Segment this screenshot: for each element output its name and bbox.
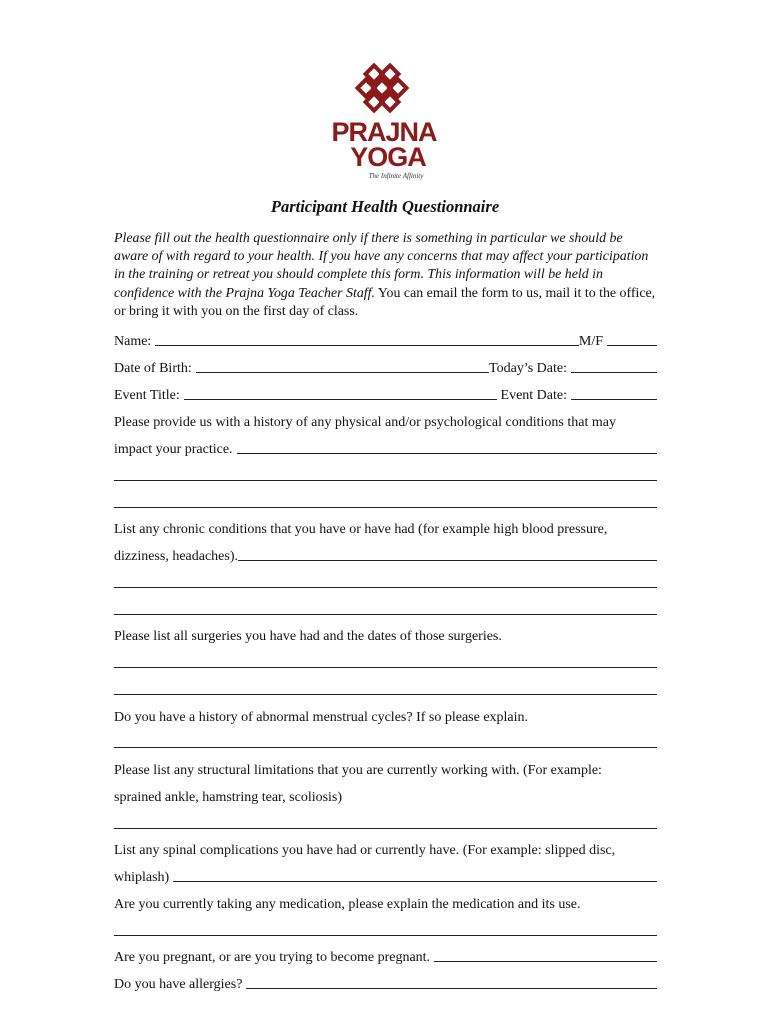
spinal-question-line2 xyxy=(114,866,657,886)
dob-field[interactable] xyxy=(196,372,489,373)
pregnant-answer-field[interactable] xyxy=(434,961,657,962)
medication-question-text: Are you currently taking any medication, please explain the medication and its use. xyxy=(114,897,581,912)
endless-knot-icon xyxy=(358,66,407,111)
history-answer-line[interactable] xyxy=(114,480,657,481)
brand-line-2: YOGA xyxy=(350,142,426,172)
chronic-question-text-2: dizziness, headaches). xyxy=(114,549,238,564)
history-question-line1 xyxy=(114,411,657,431)
pregnant-question xyxy=(114,946,657,966)
dob-row xyxy=(114,357,657,377)
medication-question xyxy=(114,893,657,913)
intro-paragraph xyxy=(114,230,660,321)
event-date-field[interactable] xyxy=(571,399,657,400)
allergies-question-text: Do you have allergies? xyxy=(114,977,243,992)
structural-question-text-2: sprained ankle, hamstring tear, scoliosis) xyxy=(114,790,343,805)
spinal-question-line1 xyxy=(114,839,657,859)
surgeries-answer-line[interactable] xyxy=(114,667,657,668)
chronic-question-line2 xyxy=(114,545,657,565)
spinal-question-text: List any spinal complications you have had or currently have. (For example: slipped disc, xyxy=(114,843,616,858)
spinal-answer-field[interactable] xyxy=(173,881,657,882)
medication-answer-line[interactable] xyxy=(114,935,657,936)
prajna-yoga-logo xyxy=(326,62,442,182)
history-question-text-2: impact your practice. xyxy=(114,442,233,457)
history-question-line2 xyxy=(114,438,657,458)
structural-answer-line[interactable] xyxy=(114,828,657,829)
mf-field[interactable] xyxy=(607,345,657,346)
chronic-answer-line[interactable] xyxy=(114,614,657,615)
spinal-question-text-2: whiplash) xyxy=(114,870,170,885)
menstrual-answer-line[interactable] xyxy=(114,747,657,748)
today-label: Today’s Date: xyxy=(489,361,567,376)
history-question-text: Please provide us with a history of any physical and/or psychological conditions that may xyxy=(114,415,616,430)
chronic-question-text: List any chronic conditions that you have or have had (for example high blood pressure, xyxy=(114,522,608,537)
mf-label: M/F xyxy=(578,334,603,349)
event-title-label: Event Title: xyxy=(114,388,180,403)
menstrual-question-text: Do you have a history of abnormal menstrual cycles? If so please explain. xyxy=(114,710,529,725)
name-field[interactable] xyxy=(155,345,579,346)
pregnant-question-text: Are you pregnant, or are you trying to become pregnant. xyxy=(114,950,431,965)
dob-label: Date of Birth: xyxy=(114,361,192,376)
event-title-field[interactable] xyxy=(184,399,497,400)
surgeries-question-text: Please list all surgeries you have had and the dates of those surgeries. xyxy=(114,629,502,644)
chronic-answer-field[interactable] xyxy=(238,560,657,561)
name-label: Name: xyxy=(114,334,152,349)
history-answer-line[interactable] xyxy=(114,507,657,508)
structural-question-line2 xyxy=(114,786,657,806)
history-answer-field[interactable] xyxy=(237,453,657,454)
chronic-answer-line[interactable] xyxy=(114,587,657,588)
name-row xyxy=(114,330,657,350)
brand-line-1: PRAJNA xyxy=(331,117,437,147)
event-row xyxy=(114,384,657,404)
surgeries-answer-line[interactable] xyxy=(114,694,657,695)
structural-question-line1 xyxy=(114,759,657,779)
intro-italic: Please fill out the health questionnaire only if there is something in particular we should be aware of with regard to your health. If you have any concerns that may affect your participation in the training or retreat you should complete this form. This information will be held in confidence with the Prajna Yoga Teacher Staff. xyxy=(114,231,649,301)
event-date-label: Event Date: xyxy=(500,388,567,403)
today-field[interactable] xyxy=(571,372,657,373)
structural-question-text: Please list any structural limitations that you are currently working with. (For example: xyxy=(114,763,602,778)
chronic-question-line1 xyxy=(114,518,657,538)
surgeries-question xyxy=(114,625,657,645)
page-title: Participant Health Questionnaire xyxy=(270,197,500,216)
allergies-answer-field[interactable] xyxy=(246,988,657,989)
intro-plain: You can email the form to us, mail it to the office, or bring it with you on the first day of class. xyxy=(114,285,656,319)
brand-tagline: The Infinite Affinity xyxy=(368,172,424,180)
menstrual-question xyxy=(114,706,657,726)
allergies-question xyxy=(114,973,657,993)
